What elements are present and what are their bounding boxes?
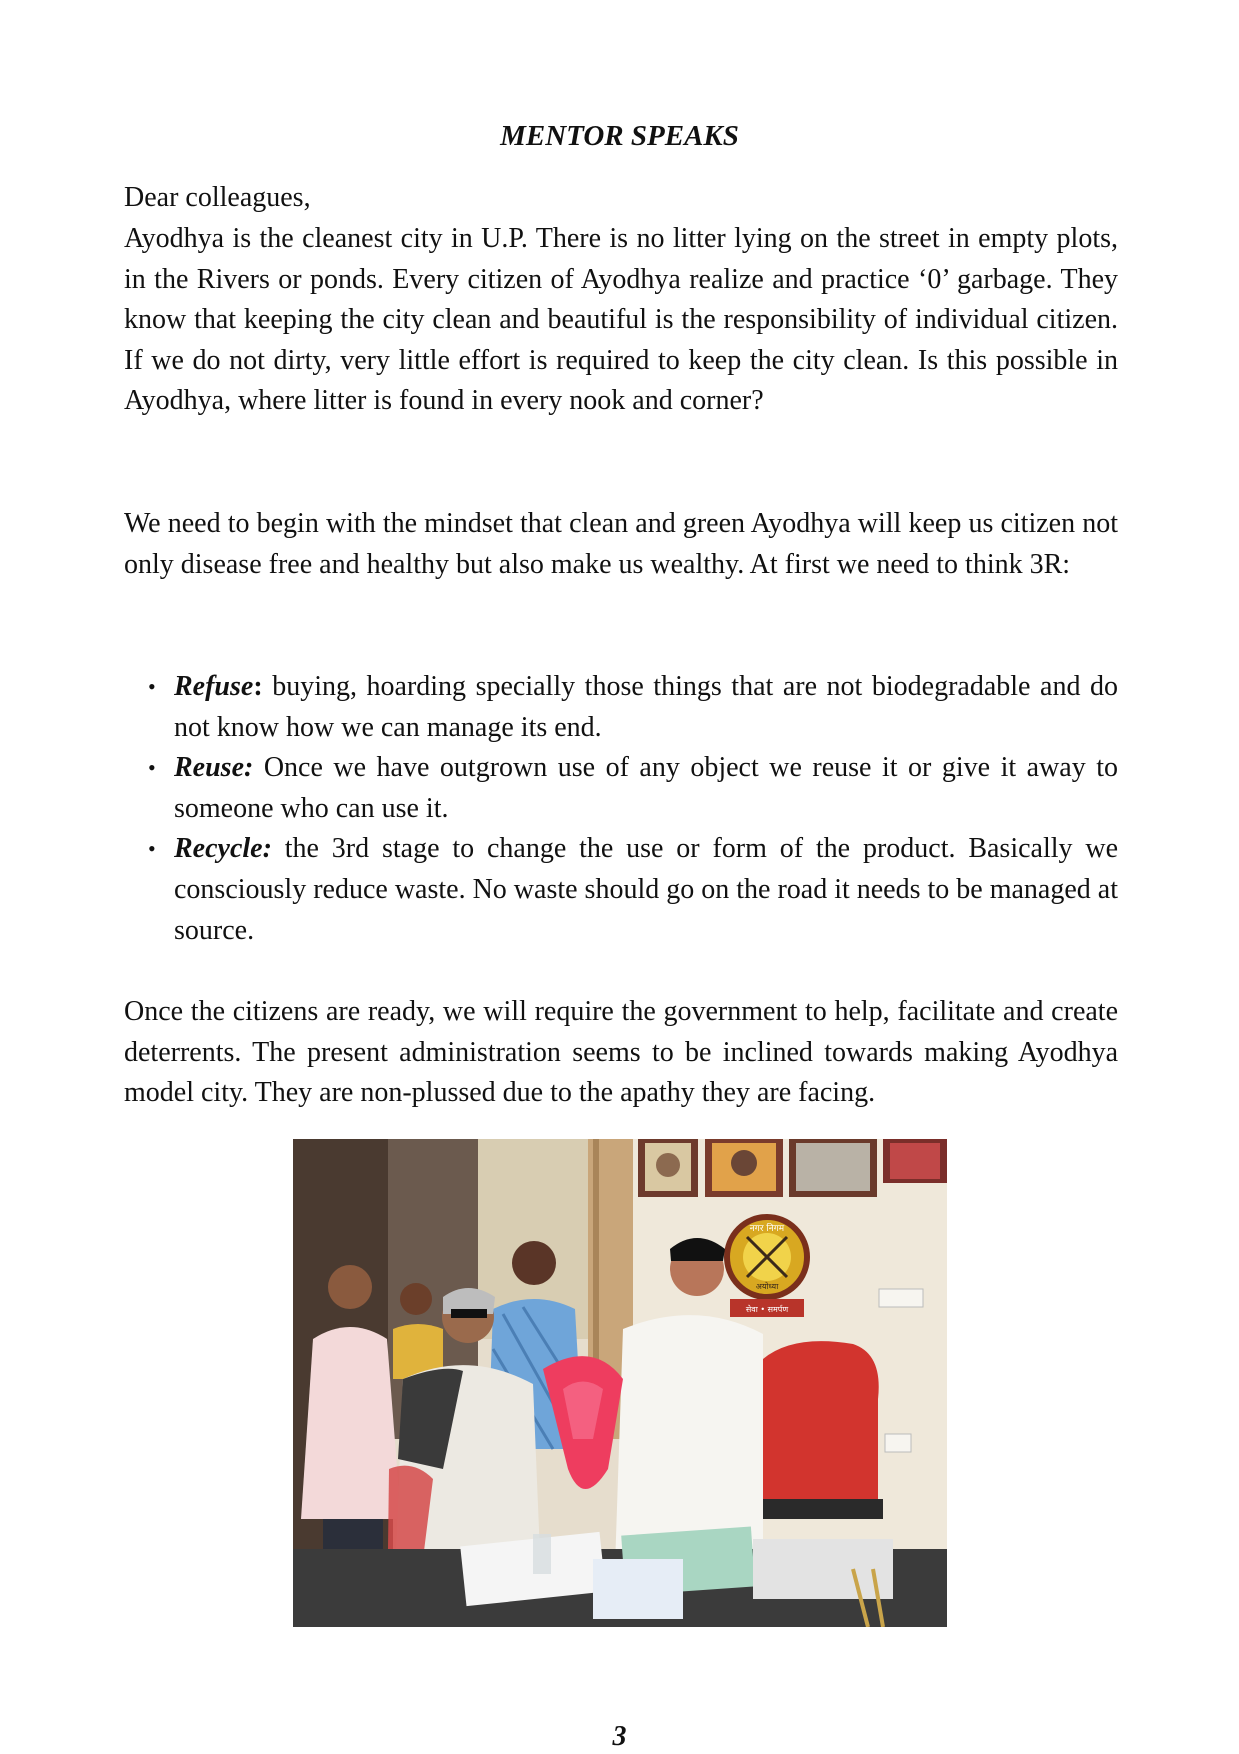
bullet-icon: • [148, 674, 156, 699]
three-r-list [124, 667, 1118, 951]
salutation: Dear colleagues, [124, 182, 311, 213]
svg-text:अयोध्या: अयोध्या [755, 1282, 779, 1291]
bullet-icon: • [148, 836, 156, 862]
municipal-emblem [727, 1217, 807, 1317]
bullet-term: Refuse [174, 671, 254, 702]
paragraph-mindset: We need to begin with the mindset that clean and green Ayodhya will keep us citizen not only disease free and healthy but also make us wealthy. At first we need to think 3R: [124, 508, 1118, 580]
office-photo [293, 1139, 947, 1627]
svg-text:नगर निगम: नगर निगम [749, 1224, 785, 1234]
list-item [124, 748, 1118, 829]
bullet-term: Recycle: [174, 833, 272, 865]
list-item [124, 667, 1118, 748]
bullet-icon: • [148, 755, 156, 781]
bullet-term: Reuse: [174, 752, 254, 784]
photo-illustration [293, 1139, 947, 1627]
bullet-separator: : [253, 671, 263, 702]
bullet-text: Once we have outgrown use of any object we reuse it or give it away to someone who can use it. [174, 752, 1118, 824]
list-item [124, 829, 1118, 951]
page-number: 3 [612, 1721, 627, 1752]
bullet-text: the 3rd stage to change the use or form of the product. Basically we consciously reduce waste. No waste should go on the road it needs to be managed at source. [174, 833, 1118, 946]
bullet-text: buying, hoarding specially those things that are not biodegradable and do not know how we can manage its end. [174, 671, 1118, 743]
page-title: MENTOR SPEAKS [500, 120, 739, 152]
paragraph-intro: Ayodhya is the cleanest city in U.P. There is no litter lying on the street in empty plots, in the Rivers or ponds. Every citizen of Ayodhya realize and practice ‘0’ garbage. They know that keeping the city clean and beautiful is the responsibility of individual citizen. If we do not dirty, very little effort is required to keep the city clean. Is this possible in Ayodhya, where litter is found in every nook and corner? [124, 223, 1118, 417]
paragraph-government: Once the citizens are ready, we will require the government to help, facilitate and create deterrents. The present administration seems to be inclined towards making Ayodhya model city. They are non-plussed due to the apathy they are facing. [124, 996, 1118, 1109]
svg-text:सेवा • समर्पण: सेवा • समर्पण [745, 1305, 789, 1314]
